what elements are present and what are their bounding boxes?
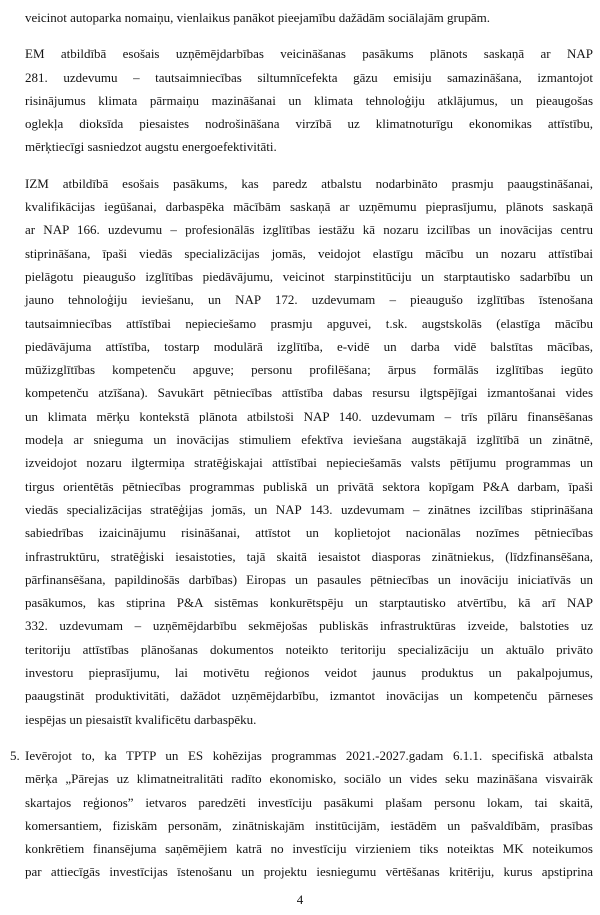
- paragraph: [25, 6, 593, 29]
- text-line: tirgus orientētās pētniecības programmas publiskā un privātā sektora kopīgam P&A darbam, īpaši: [25, 478, 593, 494]
- text-line: risinājumus klimata pārmaiņu mazināšanai un klimata tehnoloģiju atklājumus, un pieaugošas: [25, 92, 593, 108]
- list-item-number: 5.: [10, 747, 20, 763]
- text-line: viedās specializācijas stratēģijas jomās, un NAP 143. uzdevumam – zinātnes izcilības stiprināšana: [25, 501, 593, 517]
- paragraph: [25, 42, 593, 158]
- text-line: 332. uzdevumam – uzņēmējdarbību sekmējošas publiskās infrastruktūras izveide, balstoties uz: [25, 618, 593, 634]
- text-line: mērķa „Pārejas uz klimatneitralitāti radīto ekonomisko, sociālo un vides seku mazināšana visvairāk: [25, 771, 593, 787]
- text-line: piedāvājuma attīstība, tostarp modulārā izglītība, e-vidē un darba vidē balstītas mācības,: [25, 338, 593, 354]
- text-line: pasākumos, kas stiprina P&A sistēmas konkurētspēju un starptautisko atvērtību, kā arī NAP: [25, 595, 593, 611]
- text-line: iespējas un piesaistīt kvalificētu darbaspēku.: [25, 711, 257, 727]
- text-line: konkrētiem finansējuma saņēmējiem katrā no investīciju virzieniem tiks noteiktas MK noteikumos: [25, 841, 593, 857]
- text-line: un klimata mērķu kontekstā plānota atbilstoši NAP 140. uzdevumam – trīs pīlāru finansēšanas: [25, 408, 593, 424]
- text-line: kvalifikācijas iegūšanai, darbaspēka mācībām saskaņā ar uzņēmumu pieprasījumu, plānots saskaņā: [25, 199, 593, 215]
- text-line: paaugstināt produktivitāti, dažādot uzņēmējdarbību, izmantot inovācijas un kompetenču pārneses: [25, 688, 593, 704]
- text-line: stiprināšana, īpaši viedās specializācijas jomās, veidojot elastīgu mācību un nozaru attīstībai: [25, 245, 593, 261]
- text-line: pārfinansēšana, papildinošās darbības) Eiropas un pasaules pētniecības un inovāciju iniciatīvās un: [25, 571, 593, 587]
- text-line: pielāgotu pieaugušo izglītības piedāvājumu, veicinot starpinstitūciju un starptautisko sadarbību un: [25, 268, 593, 284]
- text-line: modeļa ar snieguma un inovācijas stimuliem efektīva ieviešana augstākajā izglītībā un zinātnē,: [25, 432, 593, 448]
- text-line: sabiedrības izaicinājumu risināšanai, attīstot un koplietojot nacionālas nozīmes pētniecības: [25, 525, 593, 541]
- document-body: [10, 6, 593, 884]
- text-line: komersantiem, fiziskām personām, zinātniskajām institūcijām, iestādēm un pašvaldībām, prasības: [25, 817, 593, 833]
- text-line: jauno tehnoloģiju ieviešanu, un NAP 172. uzdevumam – pieaugušo izglītības īstenošana: [25, 292, 593, 308]
- text-line: skartajos reģionos” ietvaros paredzēti investīciju pasākumi plašam personu lokam, tai skaitā,: [25, 794, 593, 810]
- text-line: tautsaimniecības attīstībai nepieciešamo prasmju apguvei, t.sk. augstskolās (elastīga mācību: [25, 315, 593, 331]
- text-line: kompetenču atzīšana). Savukārt pētniecības attīstība dabas resursu ilgtspējīgai izmantošanai vides: [25, 385, 593, 401]
- text-line: oglekļa dioksīda piesaistes nodrošināšana virzībā uz klimatnoturīgu ekonomikas attīstību,: [25, 116, 593, 132]
- text-line: izveidojot nozaru ilgtermiņa stratēģiskajai attīstībai nepieciešamās valsts pētījumu programmas un: [25, 455, 593, 471]
- text-line: IZM atbildībā esošais pasākums, kas paredz atbalstu nodarbināto prasmju paaugstināšanai,: [25, 175, 593, 191]
- text-line: ar NAP 166. uzdevumu – profesionālās izglītības iestāžu kā nozaru izcilības un inovācijas centru: [25, 222, 593, 238]
- page-number: 4: [296, 892, 304, 907]
- paragraph: [25, 172, 593, 731]
- text-line: mērķtiecīgi sasniedzot augstu energoefektivitāti.: [25, 139, 277, 155]
- text-line: par attiecīgās investīcijas īstenošanu un projektu iesniegumu vērtēšanas kritēriju, kurus apstiprina: [25, 864, 593, 880]
- text-line: teritoriju attīstības plānošanas dokumentos noteikto teritoriju specializāciju un aktuālo privāto: [25, 641, 593, 657]
- numbered-paragraph: [10, 744, 593, 884]
- text-line: mūžizglītības kompetenču apguve; personu profilēšana; ārpus formālās izglītības iegūto: [25, 362, 593, 378]
- text-line: infrastruktūru, stratēģiski iesaistoties, tajā skaitā iesaistot diasporas zinātniekus, (līdzfinansēšana,: [25, 548, 593, 564]
- text-line: 281. uzdevumu – tautsaimniecības siltumnīcefekta gāzu emisiju samazināšana, izmantojot: [25, 69, 593, 85]
- text-line: veicinot autoparka nomaiņu, vienlaikus panākot pieejamību dažādām sociālajām grupām.: [25, 10, 490, 25]
- text-line: investoru pieprasījumu, lai motivētu reģionos veidot jaunus produktus un pakalpojumus,: [25, 665, 593, 681]
- text-line: EM atbildībā esošais uzņēmējdarbības veicināšanas pasākums plānots saskaņā ar NAP: [25, 46, 593, 62]
- text-line: Ievērojot to, ka TPTP un ES kohēzijas programmas 2021.-2027.gadam 6.1.1. specifiskā atbalsta: [25, 747, 593, 763]
